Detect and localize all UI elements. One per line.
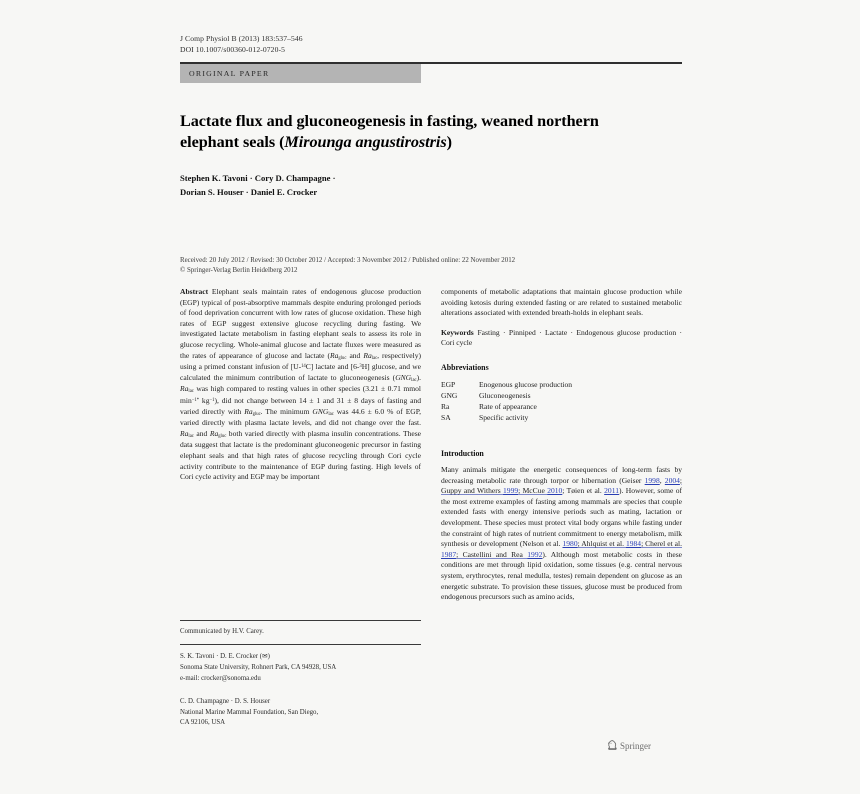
secondary-author-names: C. D. Champagne · D. S. Houser <box>180 697 271 705</box>
ra-lac-subscript-2: lac <box>188 389 194 395</box>
abbreviations-list <box>441 379 682 423</box>
citation-link-nelson-1980[interactable]: 1980 <box>562 539 578 549</box>
ra-gluc-subscript-3: gluc <box>218 433 227 439</box>
ra-lac-subscript-1: lac <box>371 355 378 361</box>
abbreviation-value: Enogenous glucose production <box>479 379 573 389</box>
introduction-heading: Introduction <box>441 449 484 459</box>
ra-lac-subscript-3: lac <box>188 433 194 439</box>
footnote-divider-rule-bottom <box>180 644 421 645</box>
journal-header <box>180 34 682 56</box>
abbreviation-key: EGP <box>441 379 456 389</box>
intro-text-b: , <box>659 475 665 485</box>
intro-text-d: ; McCue <box>518 486 548 496</box>
citation-link-cherel-1987[interactable]: 1987 <box>441 549 457 559</box>
abbreviation-row <box>441 390 682 401</box>
page-header-frame <box>180 34 682 276</box>
gng-lac-subscript-1: lac <box>411 377 417 383</box>
keywords-list: Fasting · Pinniped · Lactate · Endogenous glucose production · Cori cycle <box>441 327 682 348</box>
abstract-mid-10: was 44.6 ± 6.0 % of EGP, varied directly with plasma lactate levels, and did not change over the fast. <box>180 406 421 428</box>
left-column <box>180 287 421 483</box>
corresponding-author-suffix: ) <box>267 653 270 661</box>
citation-link-ahlquist-1984[interactable]: 1984 <box>625 539 642 549</box>
abstract-mid-2: , respectively) using a primed constant infusion of [U- <box>180 350 422 372</box>
ra-gluc-symbol-1: Ra <box>330 350 339 360</box>
author-list <box>180 172 682 200</box>
footnote-divider-rule-top <box>180 620 421 621</box>
intro-text-g: ; Ahlquist et al. <box>577 539 626 549</box>
intro-text-c: ; Guppy and Withers <box>441 475 682 496</box>
citation-link-geiser-2004[interactable]: 2004 <box>664 475 680 485</box>
abbreviation-key: Ra <box>441 402 450 411</box>
abstract-text-part-1: Elephant seals maintain rates of endogenous glucose production (EGP) typical of post-absorptive mammals despite enduring prolonged periods of food deprivation concurrent with low rates of glucose oxidation. These high rates of EGP suggest extensive glucose recycling during fasting. We investigated lactate metabolism in fasting elephant seals to assess its role in glucose recycling. Whole-animal glucose and lactate fluxes were measured as the rates of appearance of glucose and lactate ( <box>180 287 421 360</box>
abbreviation-value: Specific activity <box>479 413 529 423</box>
ra-gluc-symbol-2: Ra <box>244 406 253 416</box>
introduction-paragraph <box>441 465 682 603</box>
intro-text-h: ; Cherel et al. <box>641 539 682 549</box>
abstract-paragraph <box>180 287 421 483</box>
page-title <box>180 111 620 153</box>
gng-lac-symbol-2: GNG <box>312 406 329 416</box>
springer-knight-icon <box>608 740 617 751</box>
secondary-author-affiliation-line-1: National Marine Mammal Foundation, San Diego, <box>180 708 319 716</box>
ra-gluc-subscript-1: gluc <box>338 355 347 361</box>
citation-link-guppy-withers-1999[interactable]: 1999 <box>503 486 519 496</box>
ra-gluc-symbol-3: Ra <box>209 428 219 438</box>
intro-text-i: ; Castellini and Rea <box>456 549 528 559</box>
carbon-14-superscript: 14 <box>301 364 306 370</box>
keywords-paragraph <box>441 328 682 349</box>
abstract-continuation: components of metabolic adaptations that maintain glucose production while avoiding ketosis during extended fasting or are related to sustained metabolic alterations associated with extended breath-holds in elephant seals. <box>441 287 682 318</box>
corresponding-author-names <box>180 652 421 663</box>
abstract-mid-4: H] glucose, and we calculated the minimum contribution of lactate to gluconeogenesis ( <box>180 362 421 382</box>
ra-lac-symbol-1: Ra <box>363 350 372 360</box>
intro-text-f: ). However, some of the most extreme examples of fasting among mammals are species that couple extended fasts with energy intensive periods such as mating, lactation or development. These species must protect vital body organs while fasting under the constraint of high rates of nutrient commitment to energy metabolism, milk synthesis or development (Nelson et al. <box>441 486 682 549</box>
corresponding-author-block <box>180 652 421 684</box>
title-line-1: Lactate flux and gluconeogenesis in fasting, weaned northern <box>180 111 599 130</box>
envelope-icon: ✉ <box>262 653 268 661</box>
abstract-mid-8: ), did not change between 14 ± 1 and 31 ± 8 days of fasting and varied directly with <box>180 395 421 416</box>
abstract-mid-9: . The minimum <box>260 406 313 416</box>
abbreviation-key: GNG <box>441 390 458 400</box>
units-superscript-2: −1 <box>209 397 215 403</box>
abstract-mid-6: was high compared to resting values in other species (3.21 ± 0.71 mmol min <box>180 384 421 405</box>
abstract-mid-11: and <box>193 428 210 438</box>
publisher-name: Springer <box>620 740 651 751</box>
abbreviation-key: SA <box>441 413 451 423</box>
title-line-2-prefix: elephant seals ( <box>180 132 285 151</box>
abstract-mid-3: C] lactate and [6- <box>305 362 360 372</box>
title-line-2-suffix: ) <box>446 132 452 151</box>
ra-lac-symbol-3: Ra <box>180 428 189 438</box>
right-column <box>441 287 682 603</box>
corresponding-author-prefix: S. K. Tavoni · D. E. Crocker ( <box>180 653 263 661</box>
abbreviation-row <box>441 401 682 412</box>
corresponding-author-email: e-mail: crocker@sonoma.edu <box>180 675 261 683</box>
publisher-logo <box>608 740 651 751</box>
gng-lac-subscript-2: lac <box>328 411 334 417</box>
citation-link-castellini-rea-1992[interactable]: 1992 <box>527 549 543 559</box>
journal-doi: DOI 10.1007/s00360-012-0720-5 <box>180 44 285 54</box>
abstract-heading: Abstract <box>180 287 209 296</box>
abstract-mid-5: ). <box>416 372 421 382</box>
gng-lac-symbol-1: GNG <box>395 372 412 382</box>
title-species-name: Mirounga angustirostris <box>284 132 447 151</box>
publication-dates <box>180 256 682 277</box>
author-line-2: Dorian S. Houser · Daniel E. Crocker <box>180 186 318 197</box>
corresponding-author-affiliation: Sonoma State University, Rohnert Park, CA 94928, USA <box>180 664 337 672</box>
article-type-banner <box>180 64 421 83</box>
abstract-mid-12: both varied directly with plasma insulin concentrations. These data suggest that lactate is the predominant gluconeogenic precursor in fasting elephant seals and that high rates of glucose recycling through Cori cycle activity contribute to the maintenance of EGP during fasting. High levels of Cori cycle activity and EGP may be important <box>180 428 421 482</box>
secondary-author-block <box>180 697 421 729</box>
communicated-by-line: Communicated by H.V. Carey. <box>180 628 264 635</box>
intro-text-e: ; Tøien et al. <box>562 486 605 496</box>
copyright-line: © Springer-Verlag Berlin Heidelberg 2012 <box>180 266 298 274</box>
journal-citation: J Comp Physiol B (2013) 183:537–546 <box>180 34 303 43</box>
keywords-heading: Keywords <box>441 327 474 337</box>
footnote-block <box>180 620 421 729</box>
citation-link-toien-2011[interactable]: 2011 <box>604 486 619 496</box>
abstract-mid-7: kg <box>199 395 210 405</box>
ra-gluc-subscript-2: gluc <box>252 411 261 417</box>
abstract-mid-1: and <box>346 350 364 360</box>
ra-lac-symbol-2: Ra <box>180 384 189 394</box>
citation-link-geiser-1998[interactable]: 1998 <box>644 475 660 485</box>
abbreviation-row <box>441 379 682 390</box>
units-superscript-1: −1* <box>191 397 200 403</box>
citation-link-mccue-2010[interactable]: 2010 <box>547 486 563 496</box>
abbreviations-heading: Abbreviations <box>441 362 489 372</box>
author-line-1: Stephen K. Tavoni · Cory D. Champagne · <box>180 172 336 183</box>
abbreviation-value: Gluconeogenesis <box>479 390 531 400</box>
hydrogen-3-superscript: 3 <box>359 364 362 370</box>
secondary-author-affiliation-line-2: CA 92106, USA <box>180 719 226 727</box>
abbreviation-value: Rate of appearance <box>479 402 537 411</box>
abbreviation-row <box>441 412 682 423</box>
intro-text-j: ). Although most metabolic costs in these conditions are met through lipid oxidation, some tissues (e.g. central nervous system, erythrocytes, renal medulla, testes) remain dependent on glucose as an energetic substrate. To provision these tissues, glucose must be produced from endogenous precursors such as amino acids, <box>441 549 683 602</box>
received-revised-accepted-line: Received: 20 July 2012 / Revised: 30 October 2012 / Accepted: 3 November 2012 / Published online: 22 November 2012 <box>180 256 516 264</box>
intro-text-a: Many animals mitigate the energetic consequences of long-term fasts by decreasing metabolic rate through torpor or hibernation (Geiser <box>441 465 682 485</box>
article-type-label: ORIGINAL PAPER <box>189 68 270 78</box>
